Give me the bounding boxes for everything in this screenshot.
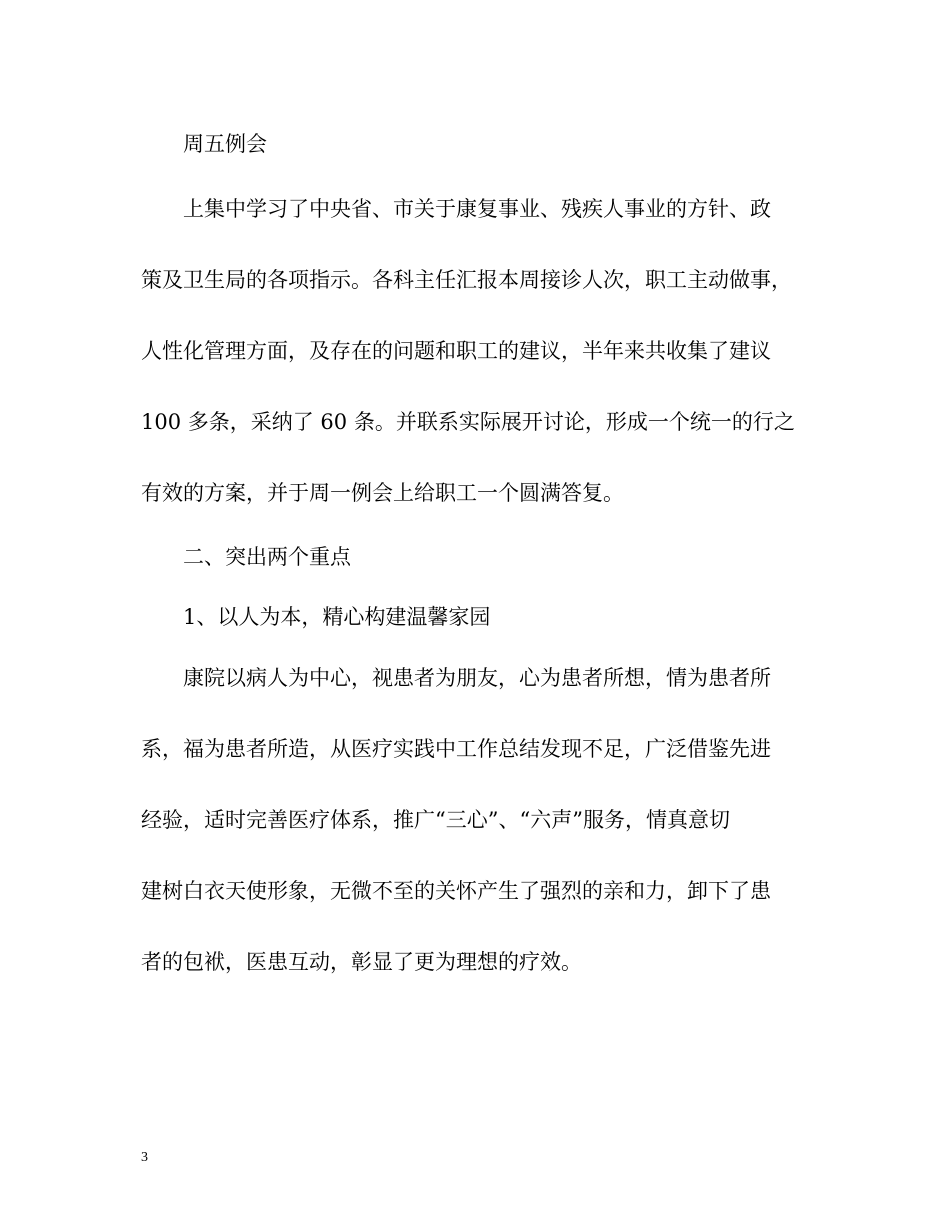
paragraph-line: 系，福为患者所造，从医疗实践中工作总结发现不足，广泛借鉴先进 [141, 737, 771, 761]
section-heading: 二、突出两个重点 [183, 545, 351, 569]
paragraph-line: 者的包袱，医患互动，彰显了更为理想的疗效。 [141, 950, 582, 974]
paragraph-line: 策及卫生局的各项指示。各科主任汇报本周接诊人次，职工主动做事， [141, 268, 792, 292]
subsection-heading: 1、以人为本，精心构建温馨家园 [183, 605, 491, 629]
paragraph-line: 人性化管理方面，及存在的问题和职工的建议，半年来共收集了建议 [141, 339, 771, 363]
paragraph-line: 经验，适时完善医疗体系，推广“三心”、“六声”服务，情真意切 [141, 808, 730, 832]
paragraph-line: 康院以病人为中心，视患者为朋友，心为患者所想，情为患者所 [183, 666, 771, 690]
paragraph-line: 周五例会 [183, 132, 267, 156]
paragraph-line: 建树白衣天使形象，无微不至的关怀产生了强烈的亲和力，卸下了患 [141, 879, 771, 903]
paragraph-line: 有效的方案，并于周一例会上给职工一个圆满答复。 [141, 481, 624, 505]
paragraph-line: 上集中学习了中央省、市关于康复事业、残疾人事业的方针、政 [183, 197, 771, 221]
page-number: 3 [141, 1150, 148, 1165]
paragraph-line: 100 多条，采纳了 60 条。并联系实际展开讨论，形成一个统一的行之 [141, 410, 795, 434]
